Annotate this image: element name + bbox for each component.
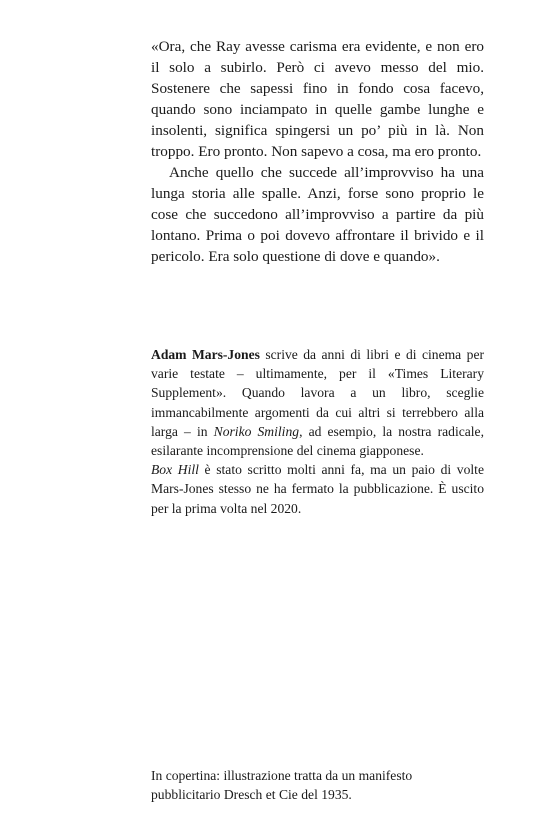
book-excerpt bbox=[151, 36, 484, 267]
bio-text-3: è stato scritto molti anni fa, ma un paio di volte Mars-Jones stesso ne ha fermato la pubblicazione. È uscito per la prima volta nel 2020. bbox=[151, 462, 484, 516]
cover-credit-line-1: In copertina: illustrazione tratta da un manifesto bbox=[151, 768, 413, 783]
book-title-noriko-smiling: Noriko Smiling bbox=[213, 423, 300, 439]
author-bio bbox=[151, 345, 484, 518]
excerpt-paragraph-2: Anche quello che succede all’improvviso ha una lunga storia alle spalle. Anzi, forse sono proprio le cose che succedono all’improvviso a partire da più lontano. Prima o poi dovevo affrontare il brivido e il pericolo. Era solo questione di dove e quando». bbox=[151, 164, 484, 265]
author-bio-paragraph-1 bbox=[151, 345, 484, 460]
bio-text-2: , ad esempio, la nostra radicale, esilarante incomprensione del cinema giapponese. bbox=[151, 423, 484, 459]
author-name: Adam Mars-Jones bbox=[151, 347, 260, 362]
author-bio-paragraph-2 bbox=[151, 460, 484, 518]
excerpt-paragraph-1: «Ora, che Ray avesse carisma era evidente, e non ero il solo a subirlo. Però ci avevo messo del mio. Sostenere che sapessi fino in fondo cosa facevo, quando sono inciampato in quelle gambe lunghe e insolenti, significa spingersi un po’ più in là. Non troppo. Ero pronto. Non sapevo a cosa, ma ero pronto. bbox=[151, 38, 484, 160]
cover-credit bbox=[151, 766, 491, 804]
book-title-box-hill: Box Hill bbox=[151, 462, 199, 478]
bio-text-1: scrive da anni di libri e di cinema per varie testate – ultimamente, per il «Times Literary Supplement». Quando lavora a un libro, sceglie immancabilmente argomenti da cui altri si terrebbero alla larga – in bbox=[151, 347, 485, 439]
cover-credit-line-2: pubblicitario Dresch et Cie del 1935. bbox=[151, 787, 352, 803]
